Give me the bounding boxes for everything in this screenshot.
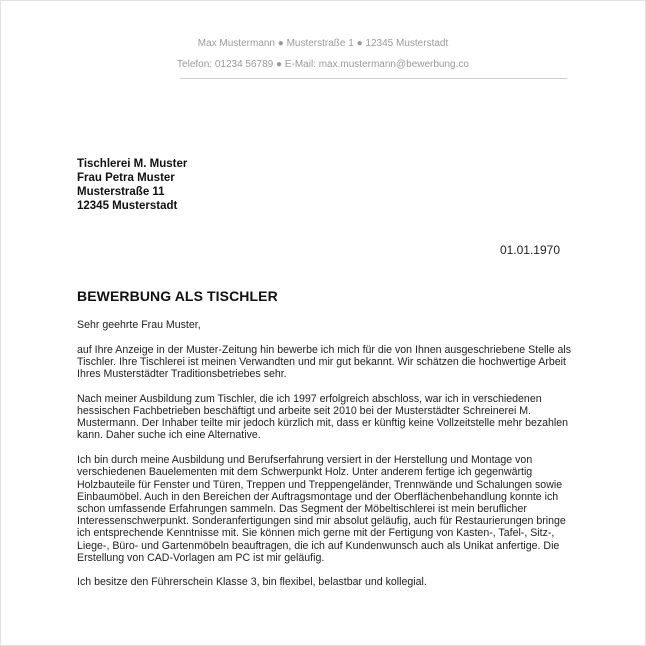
sender-line: Max Mustermann ● Musterstraße 1 ● 12345 Musterstadt — [197, 38, 449, 49]
recipient-company: Tischlerei M. Muster — [77, 158, 188, 170]
body-paragraph: auf Ihre Anzeige in der Muster-Zeitung hin bewerbe ich mich für die von Ihnen ausgeschriebene Stelle als Tischler. Ihre Tischlerei ist meinen Verwandten und mir gut bekannt. Wir schätzen die hochwertige Arbeit Ihres Musterstädter Traditionsbetriebes sehr. — [77, 343, 572, 381]
letter-body — [77, 319, 577, 601]
recipient-street: Musterstraße 11 — [77, 186, 165, 198]
recipient-contact: Frau Petra Muster — [77, 172, 175, 184]
letterhead-divider — [180, 78, 567, 79]
salutation: Sehr geehrte Frau Muster, — [77, 319, 201, 331]
recipient-city: 12345 Musterstadt — [77, 200, 178, 212]
recipient-address — [77, 157, 187, 213]
body-paragraph: Ich bin durch meine Ausbildung und Berufserfahrung versiert in der Herstellung und Montage von verschiedenen Bauelementen mit dem Schwerpunkt Holz. Unter anderem fertige ich gegenwärtig Holzbauteile für Fenster und Türen, Treppen und Treppengeländer, Trennwände und Schalungen sowie Einbaumöbel. Auch in den Bereichen der Auftragsmontage und der Oberflächenbehandlung konnte ich schon umfassende Erfahrungen sammeln. Das Segment der Möbeltischlerei ist mein beruflicher Interessenschwerpunkt. Sonderanfertigungen sind mir absolut geläufig, auch für Restaurierungen bringe ich entsprechende Kenntnisse mit. Sie können mich gerne mit der Fertigung von Kasten-, Tafel-, Sitz-, Liege-, Büro- und Gartenmöbeln beauftragen, die ich auf Kundenwunsch auch als Unikat anfertige. Die Erstellung von CAD-Vorlagen am PC ist mir geläufig. — [77, 454, 566, 564]
letter-subject: BEWERBUNG ALS TISCHLER — [77, 288, 278, 304]
letter-date: 01.01.1970 — [499, 243, 560, 257]
sender-contact-line: Telefon: 01234 56789 ● E-Mail: max.mustermann@bewerbung.co — [177, 59, 469, 70]
body-paragraph: Ich besitze den Führerschein Klasse 3, bin flexibel, belastbar und kollegial. — [77, 576, 427, 589]
body-paragraph: Nach meiner Ausbildung zum Tischler, die ich 1997 erfolgreich abschloss, war ich in verschiedenen hessischen Fachbetrieben beschäftigt und arbeite seit 2010 bei der Musterstädter Schreinerei M. Mustermann. Der Inhaber teilte mir jedoch kürzlich mit, dass er künftig keine Vollzeitstelle mehr bezahlen kann. Daher suche ich eine Alternative. — [77, 392, 569, 442]
